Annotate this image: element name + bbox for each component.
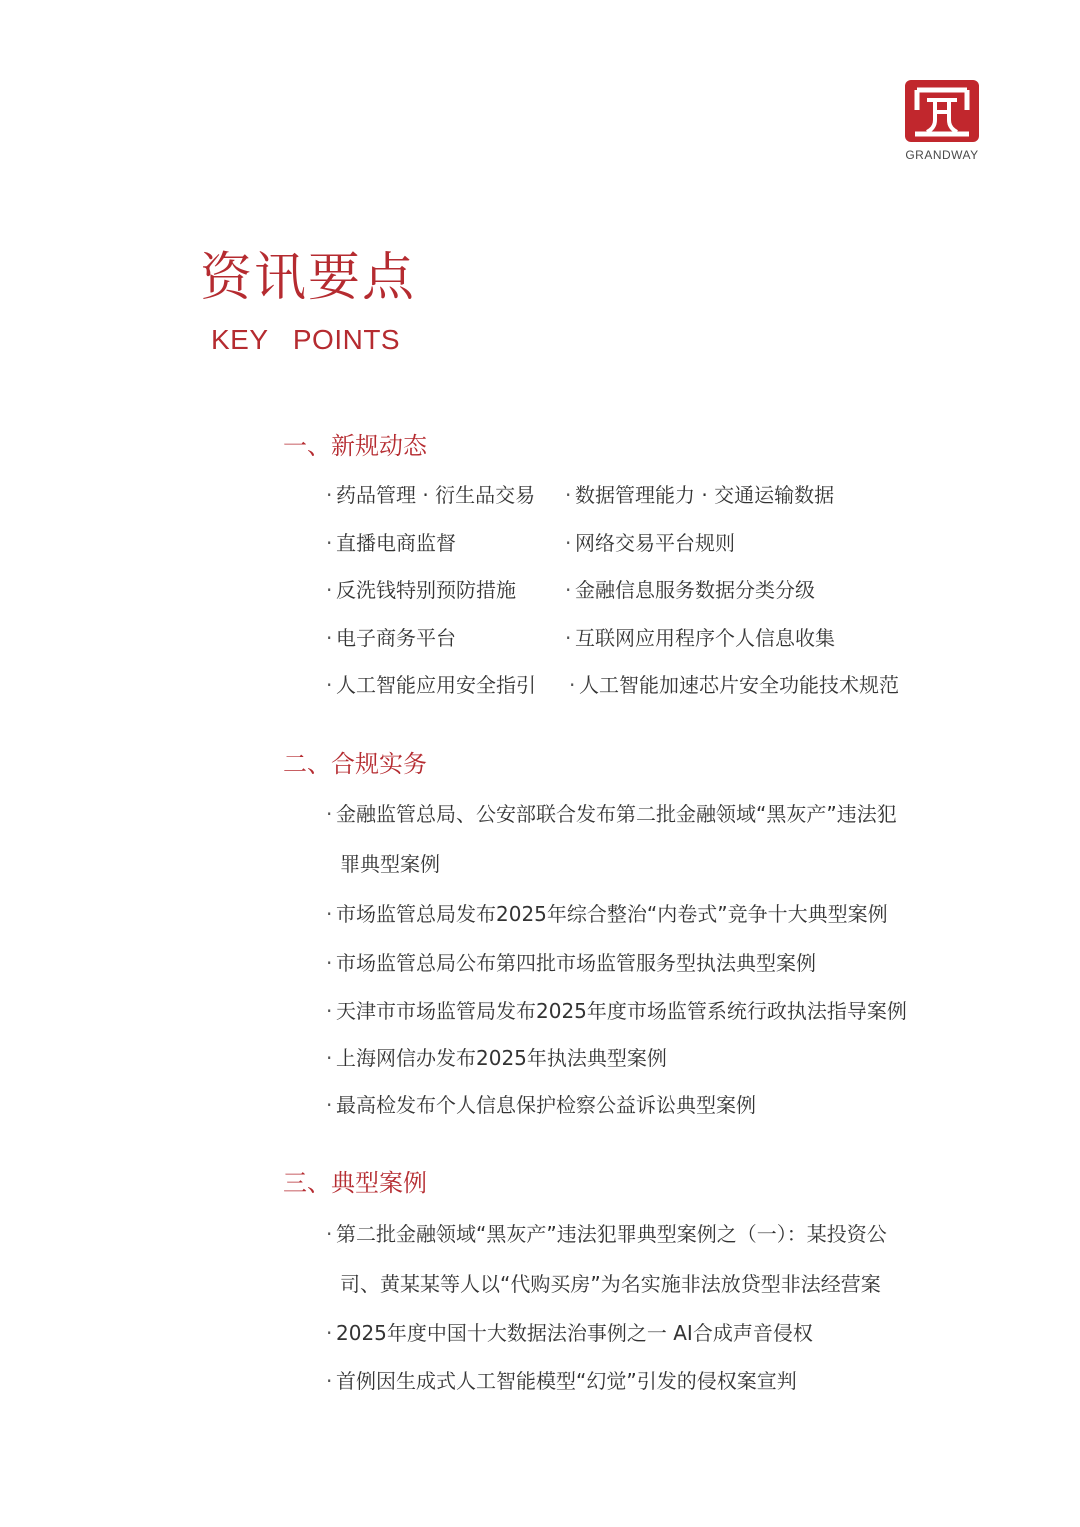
- list-item: · 市场监管总局公布第四批市场监管服务型执法典型案例: [326, 951, 816, 975]
- list-item: · 网络交易平台规则: [565, 531, 735, 555]
- list-item: · 2025年度中国十大数据法治事例之一 AI合成声音侵权: [326, 1321, 813, 1345]
- list-item: · 数据管理能力 · 交通运输数据: [565, 483, 835, 507]
- logo: [896, 80, 988, 162]
- list-item: · 第二批金融领域“黑灰产”违法犯罪典型案例之（一）：某投资公: [326, 1222, 887, 1246]
- grandway-logo-icon: [905, 80, 979, 142]
- page-subtitle: KEY POINTS: [211, 324, 401, 355]
- list-item: · 人工智能加速芯片安全功能技术规范: [569, 673, 899, 697]
- list-item: · 反洗钱特别预防措施: [326, 578, 516, 602]
- list-item-continuation: 司、黄某某等人以“代购买房”为名实施非法放贷型非法经营案: [340, 1272, 881, 1296]
- list-item: · 电子商务平台: [326, 626, 456, 650]
- list-item: · 金融监管总局、公安部联合发布第二批金融领域“黑灰产”违法犯: [326, 802, 897, 826]
- list-item: · 首例因生成式人工智能模型“幻觉”引发的侵权案宣判: [326, 1369, 797, 1393]
- page-title: 资讯要点: [200, 248, 417, 308]
- list-item: · 互联网应用程序个人信息收集: [565, 626, 835, 650]
- section-title-new-rules: 一、新规动态: [283, 432, 427, 460]
- list-item: · 金融信息服务数据分类分级: [565, 578, 815, 602]
- section-title-typical-cases: 三、典型案例: [283, 1169, 427, 1197]
- list-item: · 药品管理 · 衍生品交易: [326, 483, 536, 507]
- logo-text: GRANDWAY: [905, 148, 979, 162]
- list-item-continuation: 罪典型案例: [340, 852, 440, 876]
- list-item: · 市场监管总局发布2025年综合整治“内卷式”竞争十大典型案例: [326, 902, 888, 926]
- list-item: · 人工智能应用安全指引: [326, 673, 536, 697]
- list-item: · 上海网信办发布2025年执法典型案例: [326, 1046, 667, 1070]
- list-item: · 天津市市场监管局发布2025年度市场监管系统行政执法指导案例: [326, 999, 907, 1023]
- list-item: · 最高检发布个人信息保护检察公益诉讼典型案例: [326, 1093, 756, 1117]
- list-item: · 直播电商监督: [326, 531, 456, 555]
- section-title-compliance: 二、合规实务: [283, 750, 427, 778]
